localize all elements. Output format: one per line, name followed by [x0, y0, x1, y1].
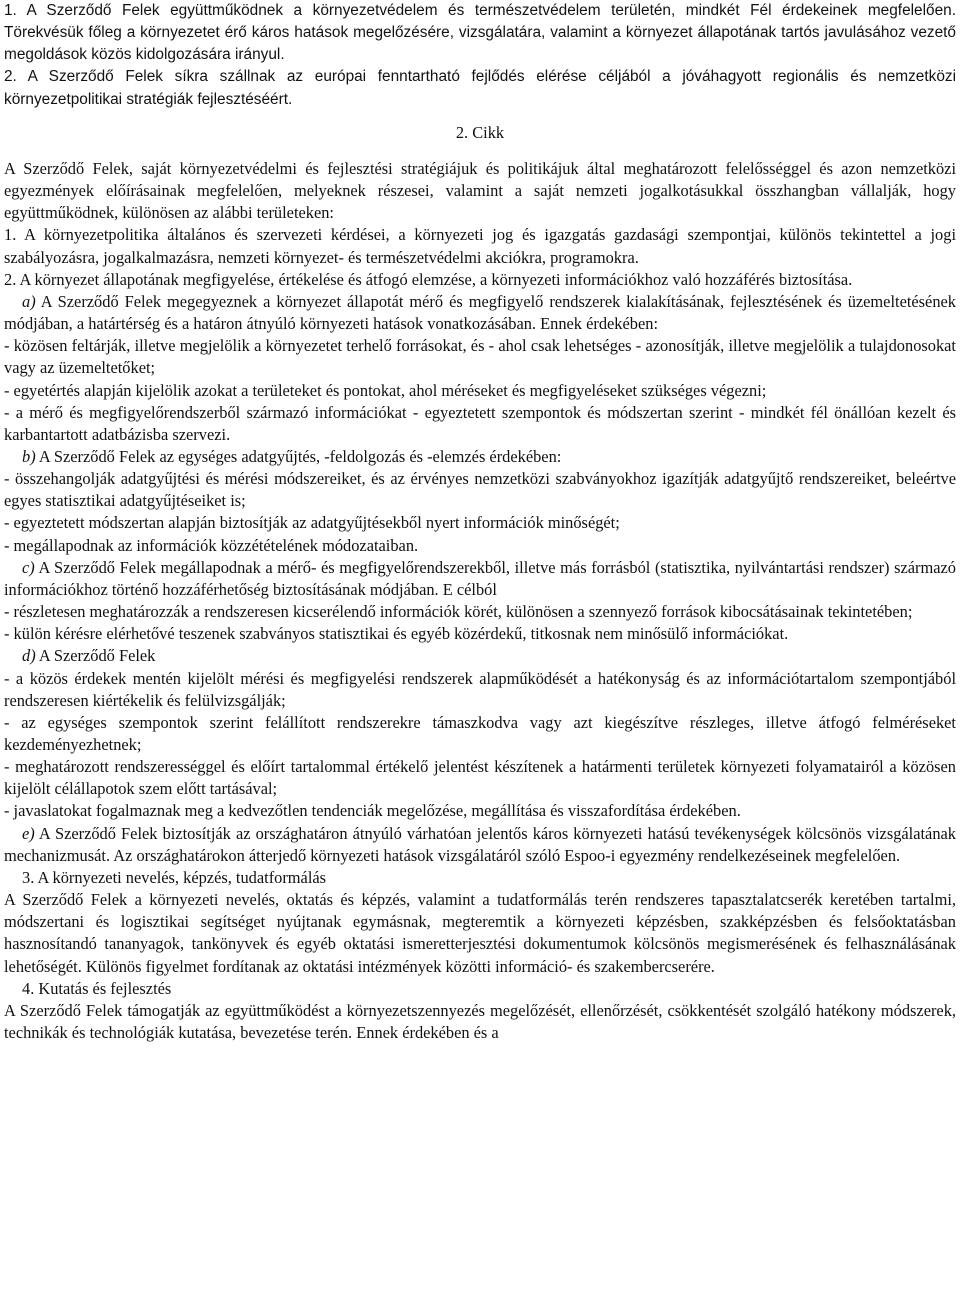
b-bullet: - összehangolják adatgyűjtési és mérési módszereiket, és az érvényes nemzetközi szabványokhoz igazítják adatgyűjtő rendszereiket, beleértve egyes statisztikai adatgyűjtéseiket is; [4, 469, 956, 511]
subsection-e-text: A Szerződő Felek biztosítják az országhatáron átnyúló várhatóan jelentős káros környezeti hatású tevékenységek kölcsönös vizsgálatának mechanizmusát. Az országhatárokon átterjedő környezeti hatások vizsgálatáról szóló Espoo-i egyezmény rendelkezéseinek megfelelően. [4, 823, 956, 865]
subsection-c-label: c) [22, 557, 35, 577]
subsection-b [4, 446, 956, 468]
subsection-b-label: b) [22, 446, 36, 466]
b-bullet: - egyeztetett módszertan alapján biztosítják az adatgyűjtésekből nyert információk minőségét; [4, 513, 620, 533]
intro-paragraph-1: 1. A Szerződő Felek együttműködnek a környezetvédelem és természetvédelem területén, mindkét Fél érdekeinek megfelelően. Törekvésük főleg a környezetet érő káros hatások megelőzésére, vizsgálatára, valamint a környezet állapotának tartós javulásához vezető megoldások közös kidolgozására irányul. [4, 2, 956, 64]
item-3-text: A Szerződő Felek a környezeti nevelés, oktatás és képzés, valamint a tudatformálás terén rendszeres tapasztalatcserék keretében tartalmi, módszertani és logisztikai segítséget nyújtanak egymásnak, megteremtik a környezeti képzésben, szakképzésben és felsőoktatásban hasznosítandó tananyagok, tankönyvek és egyéb oktatási ismeretterjesztési dokumentumok kölcsönös megismerésének és felhasználásának lehetőségét. Különös figyelmet fordítanak az oktatási intézmények közötti információ- és szakembercserére. [4, 890, 956, 976]
subsection-d-label: d) [22, 646, 36, 666]
subsection-a-text: A Szerződő Felek megegyeznek a környezet állapotát mérő és megfigyelő rendszerek kialakításának, fejlesztésének és üzemeltetésének módjában, a határtérség és a határon átnyúló környezeti hatások vonatkozásában. Ennek érdekében: [4, 291, 956, 334]
subsection-c [4, 557, 956, 601]
d-bullet: - a közös érdekek mentén kijelölt mérési és megfigyelési rendszerek alapműködését a hatékonyság és az információtartalom szempontjából rendszeresen kiértékelik és felülvizsgálják; [4, 668, 956, 710]
subsection-e [4, 823, 956, 867]
c-bullet: - részletesen meghatározzák a rendszeresen kicserélendő információk körét, különösen a szennyező források kibocsátásainak tekintetében; [4, 602, 913, 622]
item-4-text: A Szerződő Felek támogatják az együttműködést a környezetszennyezés megelőzését, ellenőrzését, csökkentését szolgáló hatékony módszerek, technikák és technológiák kutatása, bevezetése terén. Ennek érdekében és a [4, 1000, 956, 1043]
a-bullet: - közösen feltárják, illetve megjelölik a környezetet terhelő forrásokat, és - ahol csak lehetséges - azonosítják, illetve megjelölik a tulajdonosokat vagy az üzemeltetőket; [4, 336, 956, 378]
item-3-title: 3. A környezeti nevelés, képzés, tudatformálás [22, 867, 327, 887]
subsection-d-text: A Szerződő Felek [35, 646, 156, 666]
d-bullet: - javaslatokat fogalmaznak meg a kedvezőtlen tendenciák megelőzése, megállítása és visszafordítása érdekében. [4, 801, 741, 821]
d-bullet: - meghatározott rendszerességgel és előírt tartalommal értékelő jelentést készítenek a határmenti területek környezeti folyamatairól a közösen kijelölt célállapotok szem előtt tartásával; [4, 757, 956, 799]
subsection-a [4, 291, 956, 335]
item-1: 1. A környezetpolitika általános és szervezeti kérdései, a környezeti jog és igazgatás gazdasági szempontjai, különös tekintettel a jogi szabályozásra, jogalkalmazásra, nemzeti környezet- és természetvédelmi akciókra, programokra. [4, 225, 956, 267]
c-bullet: - külön kérésre elérhetővé teszenek szabványos statisztikai és egyéb közérdekű, titkosnak nem minősülő információkat. [4, 624, 789, 644]
subsection-d [4, 645, 956, 667]
article-title: 2. Cikk [455, 122, 505, 142]
subsection-c-text: A Szerződő Felek megállapodnak a mérő- és megfigyelőrendszerekből, illetve más forrásból (statisztika, nyilvántartási rendszer) származó információkhoz történő hozzáférhetőség biztosításának módjában. E célból [4, 557, 956, 599]
article-intro: A Szerződő Felek, saját környezetvédelmi és fejlesztési stratégiájuk és politikájuk által meghatározott felelősséggel és azon nemzetközi egyezmények előírásainak megfelelően, melyeknek részesei, valamint a saját nemzeti jogalkotásukkal összhangban vállalják, hogy együttműködnek, különösen az alábbi területeken: [4, 158, 956, 223]
item-4-title: 4. Kutatás és fejlesztés [22, 978, 172, 998]
intro-paragraph-2: 2. A Szerződő Felek síkra szállnak az európai fenntartható fejlődés elérése céljából a jóváhagyott regionális és nemzetközi környezetpolitikai stratégiák fejlesztéséért. [4, 68, 956, 108]
intro-section [4, 0, 956, 111]
a-bullet: - egyetértés alapján kijelölik azokat a területeket és pontokat, ahol méréseket és megfigyeléseket szükséges végezni; [4, 380, 767, 400]
subsection-a-label: a) [22, 291, 36, 311]
d-bullet: - az egységes szempontok szerint felállított rendszerekre támaszkodva vagy azt kiegészítve részleges, illetve átfogó felméréseket kezdeményezhetnek; [4, 712, 956, 754]
b-bullet: - megállapodnak az információk közzétételének módozataiban. [4, 535, 419, 555]
subsection-e-label: e) [22, 823, 35, 843]
a-bullet: - a mérő és megfigyelőrendszerből származó információkat - egyeztetett szempontok és módszertan szerint - mindkét fél önállóan kezelt és karbantartott adatbázisba szervezi. [4, 402, 956, 444]
item-2: 2. A környezet állapotának megfigyelése, értékelése és átfogó elemzése, a környezeti információkhoz való hozzáférés biztosítása. [4, 269, 853, 289]
subsection-b-text: A Szerződő Felek az egységes adatgyűjtés, -feldolgozás és -elemzés érdekében: [35, 446, 562, 466]
